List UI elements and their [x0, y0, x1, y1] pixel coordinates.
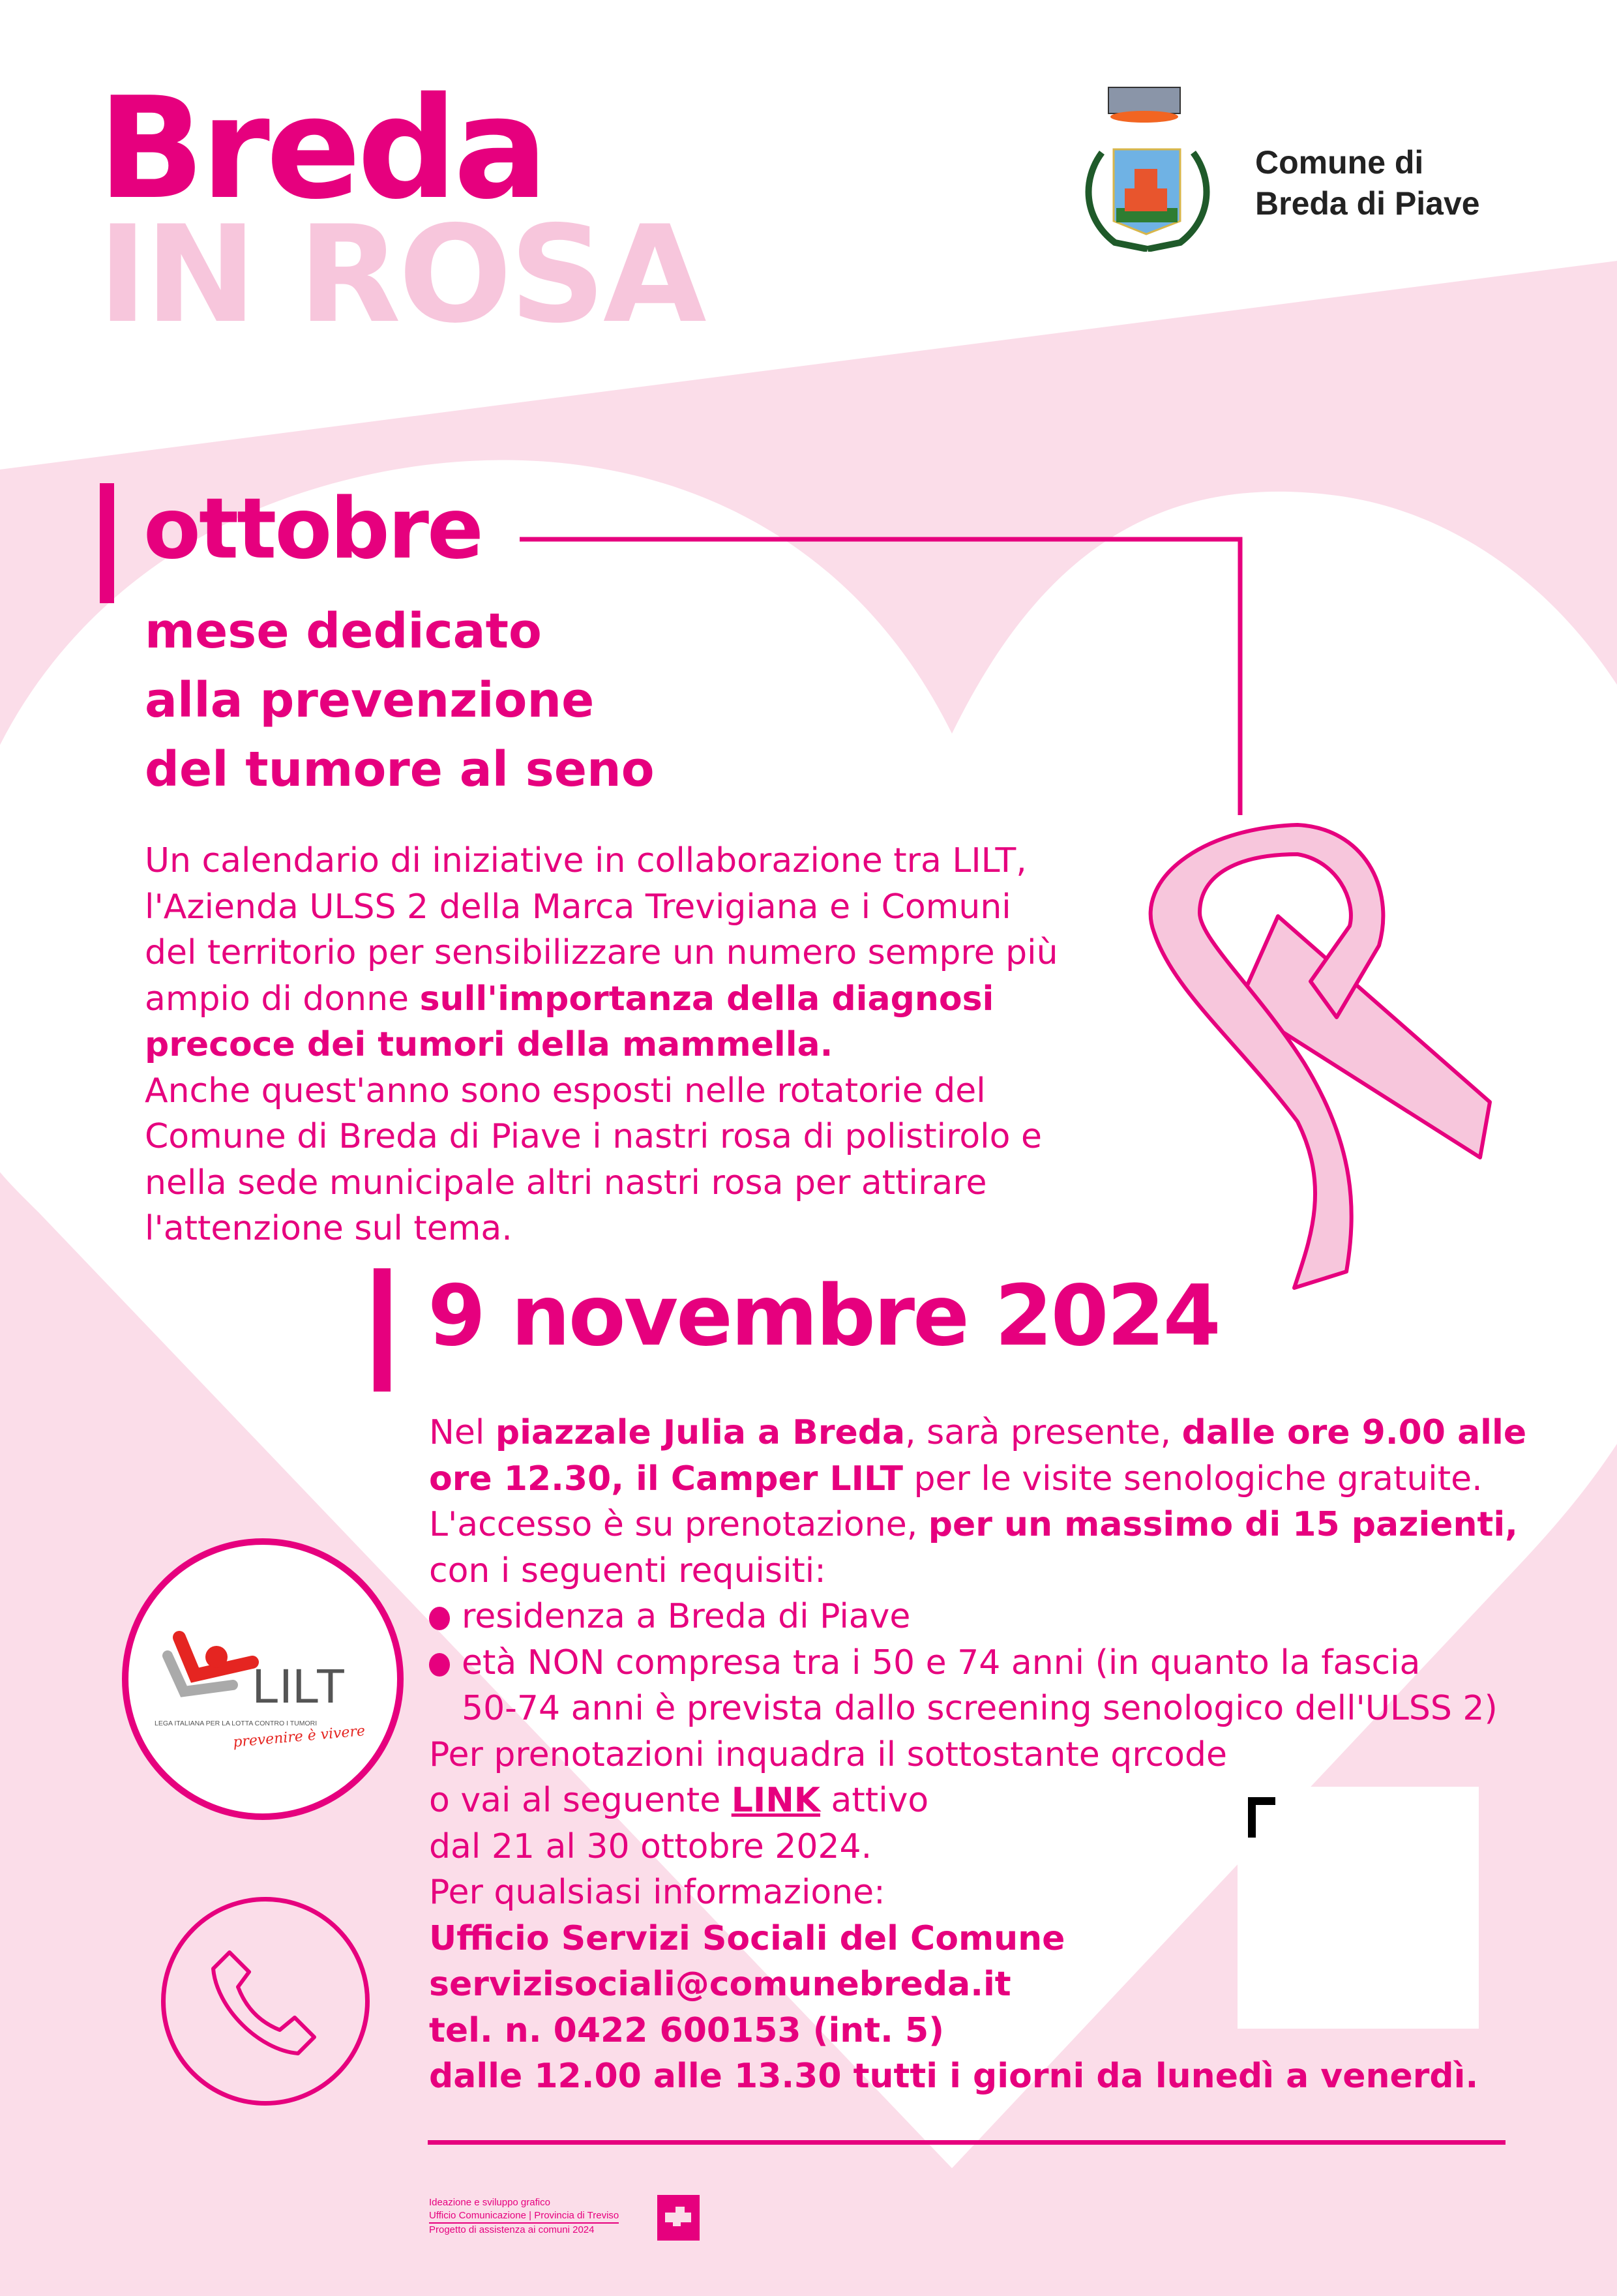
text-line — [145, 1022, 1058, 1068]
bold-text: sull'importanza della diagnosi — [419, 979, 994, 1019]
text: , sarà presente, — [905, 1413, 1182, 1452]
text-line — [145, 1206, 1058, 1252]
booking-link[interactable]: LINK — [731, 1781, 821, 1820]
subtitle-line: mese dedicato — [145, 603, 542, 659]
text: età NON compresa tra i 50 e 74 anni (in quanto la fascia — [462, 1643, 1421, 1682]
qr-corner-mark — [1248, 1797, 1275, 1838]
bold-text: piazzale Julia a Breda — [495, 1413, 906, 1452]
text-line — [429, 1410, 1526, 1456]
lilt-name: LILT — [252, 1659, 346, 1713]
text-line — [145, 1068, 1058, 1114]
text-line — [429, 1640, 1526, 1686]
comune-line2: Breda di Piave — [1255, 185, 1480, 222]
text-line — [145, 884, 1058, 931]
phone-icon — [200, 1936, 331, 2066]
heading-ottobre: ottobre — [143, 481, 482, 578]
section-bar-ottobre — [100, 483, 114, 603]
subtitle-line: alla prevenzione — [145, 672, 595, 728]
text-line — [429, 1686, 1526, 1732]
text: o vai al seguente — [429, 1781, 732, 1820]
text-line — [429, 1548, 1526, 1594]
text-line — [145, 1160, 1058, 1206]
text: l'attenzione sul tema. — [145, 1209, 512, 1248]
subtitle-line: del tumore al seno — [145, 741, 655, 798]
text-line — [145, 976, 1058, 1022]
comune-name — [1255, 142, 1480, 224]
text: ampio di donne — [145, 979, 420, 1019]
bold-text: dalle 12.00 alle 13.30 tutti i giorni da lunedì a venerdì. — [429, 2057, 1479, 2096]
text: del territorio per sensibilizzare un numero sempre più — [145, 933, 1058, 972]
bold-text: Ufficio Servizi Sociali del Comune — [429, 1918, 1065, 1958]
text-line — [429, 1732, 1526, 1778]
section-bar-novembre — [374, 1268, 391, 1392]
comune-line1: Comune di — [1255, 144, 1424, 181]
text: Anche quest'anno sono esposti nelle rotatorie del — [145, 1071, 986, 1111]
bold-text: dalle ore 9.00 alle — [1181, 1413, 1527, 1452]
text-line — [145, 838, 1058, 884]
text: con i seguenti requisiti: — [429, 1551, 826, 1590]
text: L'accesso è su prenotazione, — [429, 1505, 928, 1544]
footer-line: Ideazione e sviluppo grafico — [429, 2197, 550, 2208]
lilt-slogan: prevenire è vivere — [232, 1723, 366, 1751]
text: attivo — [820, 1781, 929, 1820]
text: Nel — [429, 1413, 496, 1452]
bold-text: tel. n. 0422 600153 (int. 5) — [429, 2010, 944, 2050]
bullet-icon — [429, 1607, 450, 1630]
text-line — [429, 1594, 1526, 1640]
lilt-logo — [122, 1538, 404, 1820]
text-line — [429, 1502, 1526, 1548]
text: residenza a Breda di Piave — [462, 1597, 911, 1636]
ottobre-subtitle — [145, 597, 655, 804]
text: Per qualsiasi informazione: — [429, 1873, 885, 1912]
bold-text: precoce dei tumori della mammella. — [145, 1025, 833, 1064]
text: Comune di Breda di Piave i nastri rosa di polistirolo e — [145, 1117, 1042, 1156]
text: 50-74 anni è prevista dallo screening senologico dell'ULSS 2) — [462, 1689, 1498, 1728]
lilt-figure-icon — [155, 1623, 265, 1701]
footer-credits — [429, 2196, 619, 2237]
bold-text: servizisociali@comunebreda.it — [429, 1965, 1011, 2004]
text: nella sede municipale altri nastri rosa per attirare — [145, 1163, 987, 1202]
text-line — [429, 2053, 1526, 2100]
footer-line: Progetto di assistenza ai comuni 2024 — [429, 2224, 595, 2235]
text: per le visite senologiche gratuite. — [902, 1459, 1483, 1498]
text: l'Azienda ULSS 2 della Marca Trevigiana e i Comuni — [145, 887, 1011, 927]
bullet-icon — [429, 1653, 450, 1677]
text: dal 21 al 30 ottobre 2024. — [429, 1826, 872, 1866]
title-breda: Breda — [98, 67, 544, 230]
qr-code[interactable] — [1238, 1787, 1479, 2029]
text-line — [429, 1456, 1526, 1502]
title-in-rosa: IN ROSA — [98, 198, 704, 353]
footer-line: Ufficio Comunicazione | Provincia di Treviso — [429, 2209, 619, 2224]
phone-circle — [161, 1897, 370, 2106]
lilt-subtitle: LEGA ITALIANA PER LA LOTTA CONTRO I TUMORI — [155, 1720, 318, 1727]
bold-text: per un massimo di 15 pazienti, — [928, 1505, 1518, 1544]
text: Per prenotazioni inquadra il sottostante qrcode — [429, 1735, 1227, 1774]
bold-text: ore 12.30, il Camper LILT — [429, 1459, 903, 1498]
heading-novembre: 9 novembre 2024 — [428, 1268, 1219, 1365]
text-line — [145, 1114, 1058, 1160]
comune-coat-of-arms-logo — [1076, 81, 1226, 252]
text-line — [145, 930, 1058, 976]
text: Un calendario di iniziative in collaborazione tra LILT, — [145, 841, 1027, 880]
footer-divider — [428, 2140, 1506, 2145]
ottobre-paragraph — [145, 838, 1058, 1252]
provincia-treviso-logo — [657, 2195, 700, 2241]
